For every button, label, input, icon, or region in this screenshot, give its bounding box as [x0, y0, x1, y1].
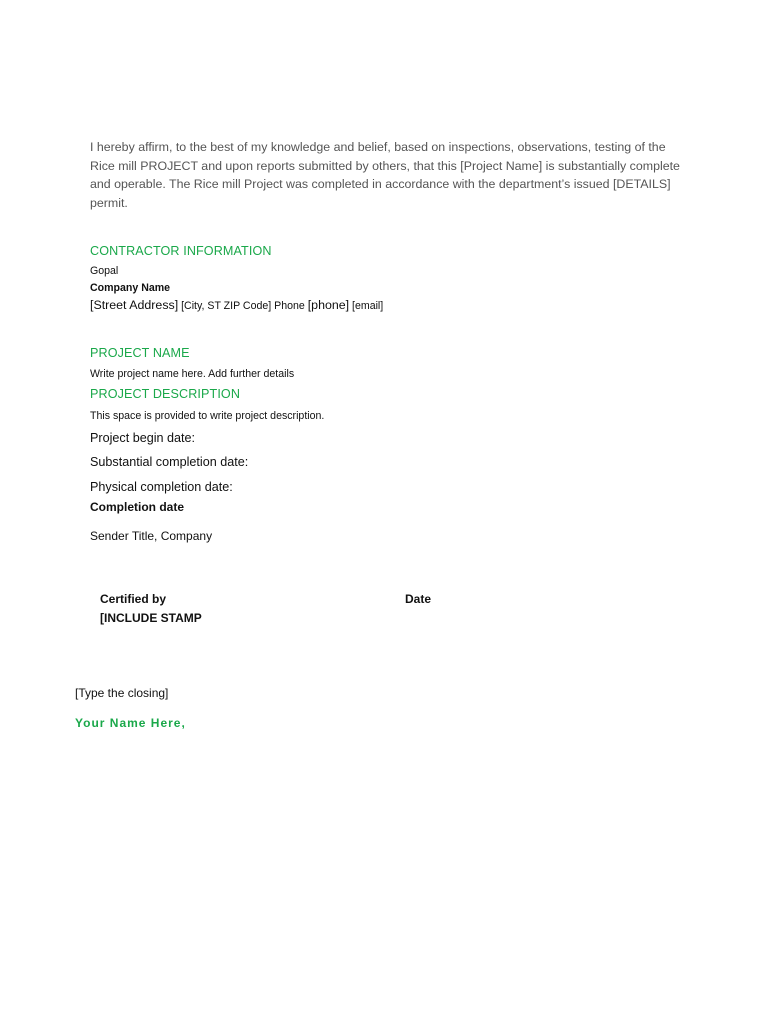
- phone-number: [phone]: [307, 298, 350, 312]
- contact-line: [90, 298, 383, 312]
- closing-text: [Type the closing]: [75, 686, 169, 700]
- certified-by-label: Certified by: [100, 592, 167, 606]
- project-name-heading: PROJECT NAME: [90, 346, 190, 360]
- substantial-completion-date: Substantial completion date:: [90, 455, 249, 469]
- city-state-zip: [City, ST ZIP Code]: [181, 300, 272, 312]
- project-description-text: This space is provided to write project description.: [90, 410, 325, 422]
- street-address: [Street Address]: [90, 298, 179, 312]
- project-description-heading: PROJECT DESCRIPTION: [90, 387, 241, 401]
- contractor-name: Gopal: [90, 265, 119, 277]
- date-label: Date: [405, 592, 432, 606]
- completion-date: Completion date: [90, 500, 185, 514]
- project-name-text: Write project name here. Add further details: [90, 368, 295, 380]
- sender-title: Sender Title, Company: [90, 529, 213, 543]
- signature-name: Your Name Here,: [75, 716, 186, 730]
- include-stamp-text: [INCLUDE STAMP: [100, 611, 202, 625]
- company-name: Company Name: [90, 282, 171, 294]
- project-begin-date: Project begin date:: [90, 431, 196, 445]
- email-address: [email]: [352, 300, 384, 312]
- affirmation-paragraph: I hereby affirm, to the best of my knowledge and belief, based on inspections, observations, testing of the Rice mill PROJECT and upon reports submitted by others, that this [Project Name] is substantially complete and operable. The Rice mill Project was completed in accordance with the department’s issued [DETAILS] permit.: [90, 140, 680, 210]
- phone-label: Phone: [274, 300, 305, 312]
- contractor-information-heading: CONTRACTOR INFORMATION: [90, 244, 272, 258]
- physical-completion-date: Physical completion date:: [90, 480, 233, 494]
